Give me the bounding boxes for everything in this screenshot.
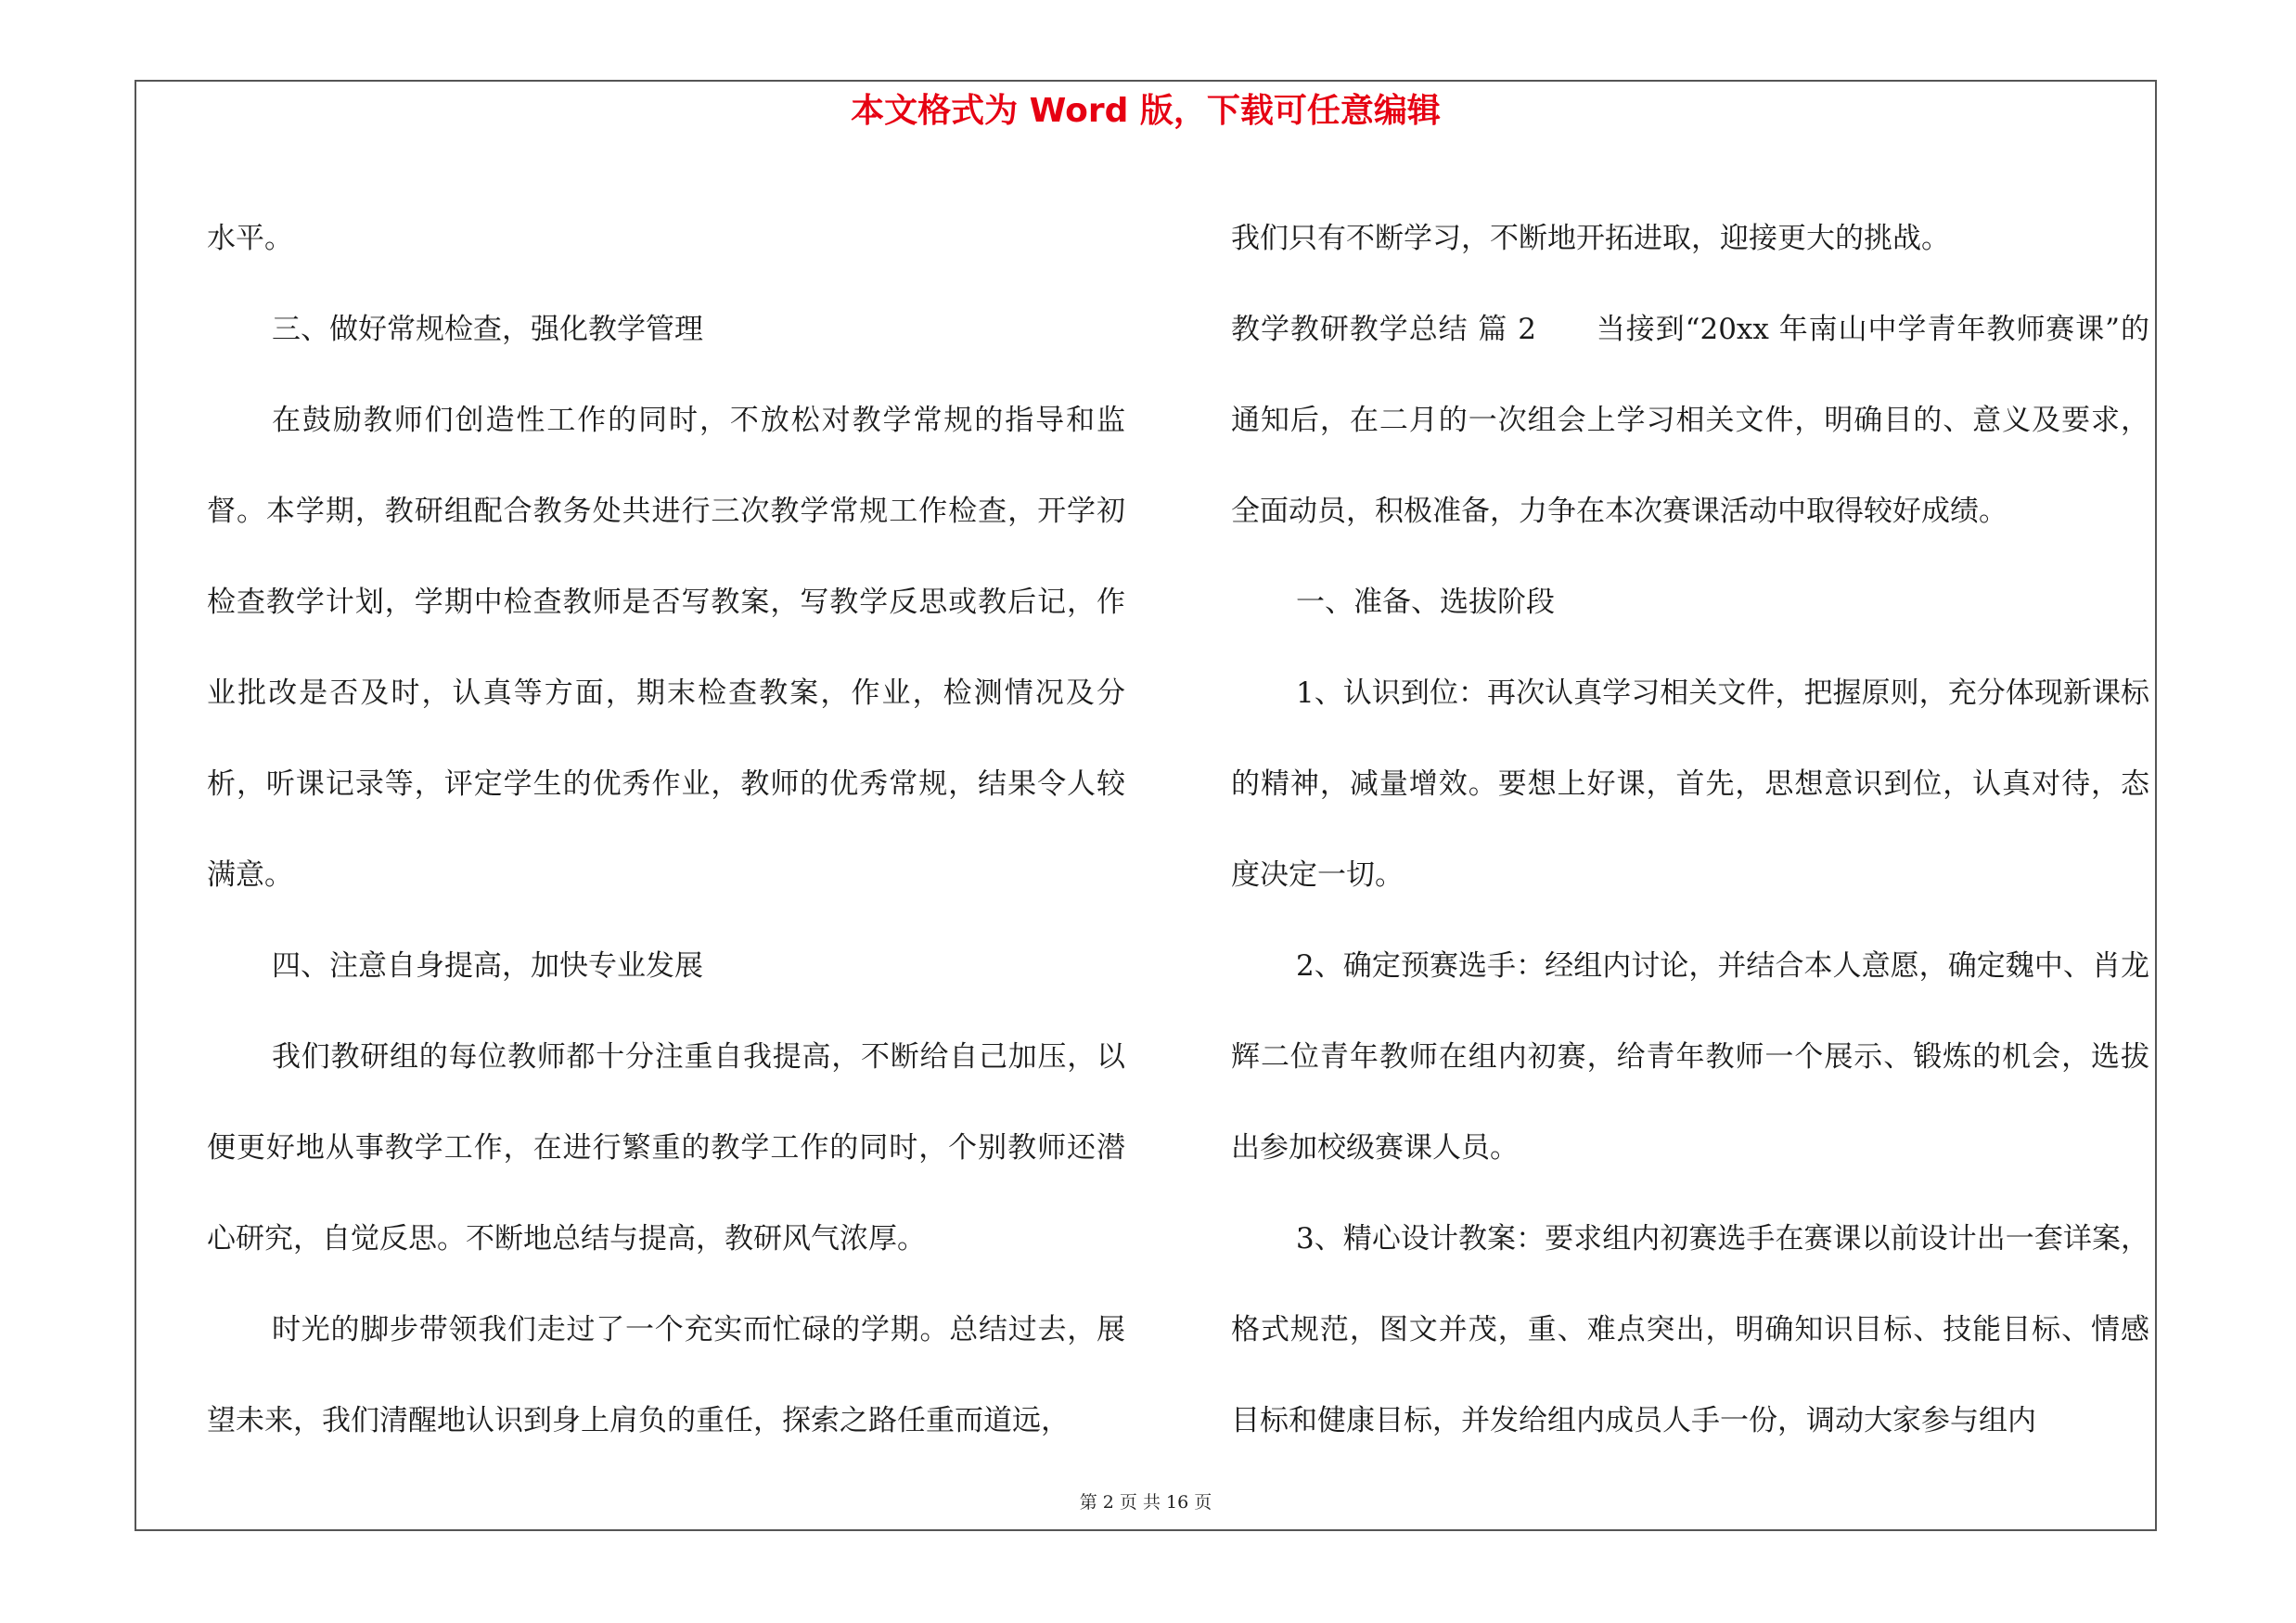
paragraph: 教学教研教学总结 篇 2 当接到“20xx 年南山中学青年教师赛课”的通知后，在二月的一次组会上学习相关文件，明确目的、意义及要求，全面动员，积极准备，力争在本次赛课活动中取得较好成绩。 <box>1231 313 2149 528</box>
paragraph: 时光的脚步带领我们走过了一个充实而忙碌的学期。总结过去，展望未来，我们清醒地认识到身上肩负的重任，探索之路任重而道远， <box>207 1313 1125 1437</box>
paragraph: 1、认识到位：再次认真学习相关文件，把握原则，充分体现新课标的精神，减量增效。要想上好课，首先，思想意识到位，认真对待，态度决定一切。 <box>1231 676 2149 892</box>
right-column <box>1231 193 2149 1466</box>
word-format-banner: 本文格式为 Word 版，下载可任意编辑 <box>851 92 1441 130</box>
paragraph: 水平。 <box>207 222 293 255</box>
left-column <box>207 193 1125 1466</box>
paragraph: 在鼓励教师们创造性工作的同时，不放松对教学常规的指导和监督。本学期，教研组配合教务处共进行三次教学常规工作检查，开学初检查教学计划，学期中检查教师是否写教案，写教学反思或教后记，作业批改是否及时，认真等方面，期末检查教案，作业，检测情况及分析，听课记录等，评定学生的优秀作业，教师的优秀常规，结果令人较满意。 <box>207 404 1125 892</box>
paragraph: 我们只有不断学习，不断地开拓进取，迎接更大的挑战。 <box>1231 222 1950 255</box>
section-heading: 一、准备、选拔阶段 <box>1296 586 1555 619</box>
page-number-footer: 第 2 页 共 16 页 <box>1079 1492 1212 1513</box>
section-heading: 四、注意自身提高，加快专业发展 <box>272 949 703 983</box>
document-page <box>135 80 2157 1531</box>
paragraph: 我们教研组的每位教师都十分注重自我提高，不断给自己加压，以便更好地从事教学工作，在进行繁重的教学工作的同时，个别教师还潜心研究，自觉反思。不断地总结与提高，教研风气浓厚。 <box>207 1040 1125 1256</box>
paragraph: 2、确定预赛选手：经组内讨论，并结合本人意愿，确定魏中、肖龙辉二位青年教师在组内初赛，给青年教师一个展示、锻炼的机会，选拔出参加校级赛课人员。 <box>1231 949 2149 1165</box>
section-heading: 三、做好常规检查，强化教学管理 <box>272 313 703 346</box>
paragraph: 3、精心设计教案：要求组内初赛选手在赛课以前设计出一套详案，格式规范，图文并茂，重、难点突出，明确知识目标、技能目标、情感目标和健康目标，并发给组内成员人手一份，调动大家参与组内 <box>1231 1222 2149 1437</box>
